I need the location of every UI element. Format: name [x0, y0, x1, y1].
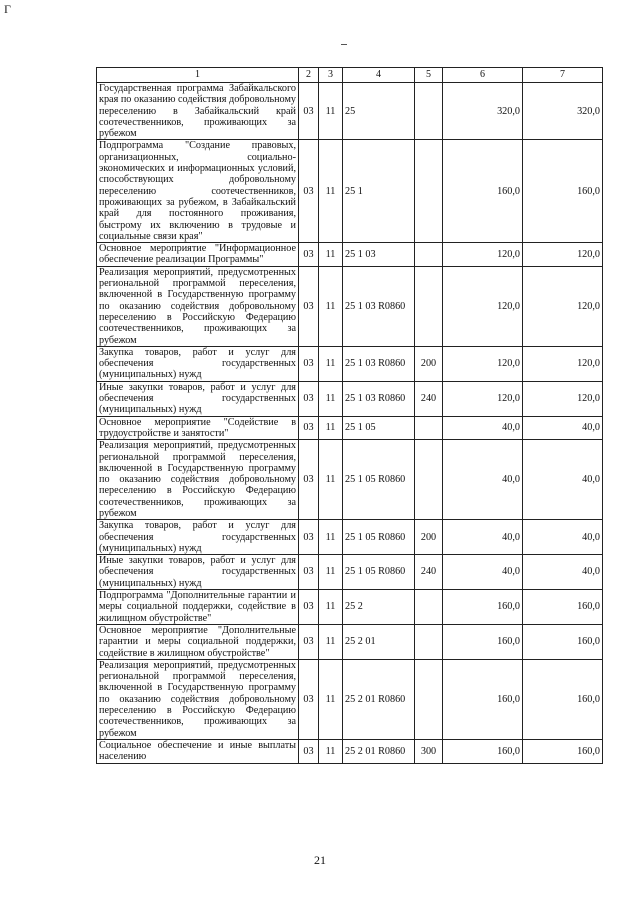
section-cell: 03 [299, 555, 319, 590]
table-row [97, 659, 603, 739]
table-header-row [97, 68, 603, 83]
section-cell: 03 [299, 346, 319, 381]
subsection-cell: 11 [319, 243, 343, 267]
expense-type-cell [415, 590, 443, 625]
target-article-cell: 25 [343, 83, 415, 140]
expense-type-cell [415, 83, 443, 140]
amount-cell: 160,0 [443, 739, 523, 763]
subsection-cell: 11 [319, 520, 343, 555]
row-name-cell: Основное мероприятие "Дополнительные гарантии и меры социальной поддержки, содействие в жилищном обустройстве" [97, 624, 299, 659]
column-header: 7 [523, 68, 603, 83]
amount-cell: 40,0 [443, 555, 523, 590]
row-name-cell: Закупка товаров, работ и услуг для обеспечения государственных (муниципальных) нужд [97, 520, 299, 555]
expense-type-cell [415, 243, 443, 267]
amount-cell: 160,0 [523, 590, 603, 625]
amount-cell: 120,0 [443, 266, 523, 346]
section-cell: 03 [299, 624, 319, 659]
expense-type-cell [415, 266, 443, 346]
amount-cell: 160,0 [523, 659, 603, 739]
row-name-cell: Иные закупки товаров, работ и услуг для обеспечения государственных (муниципальных) нужд [97, 555, 299, 590]
row-name-cell: Подпрограмма "Создание правовых, организационных, социально-экономических и информационных условий, способствующих добровольному переселению соотечественников, проживающих за рубежом, в Забайкальский край для постоянного проживания, быстрому их включению в трудовые и социальные связи края" [97, 140, 299, 243]
table-row [97, 83, 603, 140]
amount-cell: 40,0 [443, 440, 523, 520]
subsection-cell: 11 [319, 440, 343, 520]
expense-type-cell: 240 [415, 381, 443, 416]
section-cell: 03 [299, 440, 319, 520]
amount-cell: 160,0 [523, 140, 603, 243]
target-article-cell: 25 1 03 [343, 243, 415, 267]
table-row [97, 243, 603, 267]
column-header: 2 [299, 68, 319, 83]
amount-cell: 160,0 [523, 624, 603, 659]
budget-table [96, 67, 603, 764]
subsection-cell: 11 [319, 140, 343, 243]
section-cell: 03 [299, 590, 319, 625]
column-header: 5 [415, 68, 443, 83]
table-row [97, 140, 603, 243]
section-cell: 03 [299, 520, 319, 555]
column-header: 4 [343, 68, 415, 83]
section-cell: 03 [299, 416, 319, 440]
expense-type-cell: 300 [415, 739, 443, 763]
row-name-cell: Основное мероприятие "Содействие в трудоустройстве и занятости" [97, 416, 299, 440]
amount-cell: 120,0 [523, 346, 603, 381]
target-article-cell: 25 1 05 R0860 [343, 520, 415, 555]
target-article-cell: 25 1 03 R0860 [343, 266, 415, 346]
amount-cell: 320,0 [523, 83, 603, 140]
amount-cell: 120,0 [443, 346, 523, 381]
target-article-cell: 25 1 05 [343, 416, 415, 440]
table-row [97, 624, 603, 659]
section-cell: 03 [299, 266, 319, 346]
subsection-cell: 11 [319, 590, 343, 625]
subsection-cell: 11 [319, 381, 343, 416]
expense-type-cell: 200 [415, 346, 443, 381]
target-article-cell: 25 2 [343, 590, 415, 625]
row-name-cell: Реализация мероприятий, предусмотренных региональной программой переселения, включенной в Государственную программу по оказанию содействия добровольному переселению в Российскую Федерацию соотечественников, проживающих за рубежом [97, 440, 299, 520]
amount-cell: 120,0 [443, 243, 523, 267]
table-row [97, 440, 603, 520]
subsection-cell: 11 [319, 624, 343, 659]
target-article-cell: 25 1 05 R0860 [343, 555, 415, 590]
expense-type-cell [415, 140, 443, 243]
amount-cell: 120,0 [523, 266, 603, 346]
section-cell: 03 [299, 381, 319, 416]
table-row [97, 416, 603, 440]
amount-cell: 40,0 [523, 440, 603, 520]
subsection-cell: 11 [319, 739, 343, 763]
expense-type-cell [415, 440, 443, 520]
table-row [97, 555, 603, 590]
section-cell: 03 [299, 83, 319, 140]
table-row [97, 590, 603, 625]
expense-type-cell [415, 416, 443, 440]
row-name-cell: Реализация мероприятий, предусмотренных региональной программой переселения, включенной в Государственную программу по оказанию содействия добровольному переселению в Российскую Федерацию соотечественников, проживающих за рубежом [97, 266, 299, 346]
amount-cell: 160,0 [523, 739, 603, 763]
row-name-cell: Реализация мероприятий, предусмотренных региональной программой переселения, включенной в Государственную программу по оказанию содействия добровольному переселению в Российскую Федерацию соотечественников, проживающих за рубежом [97, 659, 299, 739]
table-row [97, 520, 603, 555]
row-name-cell: Основное мероприятие "Информационное обеспечение реализации Программы" [97, 243, 299, 267]
section-cell: 03 [299, 739, 319, 763]
subsection-cell: 11 [319, 266, 343, 346]
amount-cell: 40,0 [443, 520, 523, 555]
amount-cell: 160,0 [443, 590, 523, 625]
corner-mark: Г [4, 2, 11, 16]
row-name-cell: Государственная программа Забайкальского края по оказанию содействия добровольному переселению в Забайкальский край соотечественников, проживающих за рубежом [97, 83, 299, 140]
amount-cell: 40,0 [443, 416, 523, 440]
amount-cell: 320,0 [443, 83, 523, 140]
amount-cell: 40,0 [523, 520, 603, 555]
page-number: 21 [314, 853, 326, 867]
amount-cell: 120,0 [523, 243, 603, 267]
amount-cell: 160,0 [443, 659, 523, 739]
row-name-cell: Социальное обеспечение и иные выплаты населению [97, 739, 299, 763]
target-article-cell: 25 2 01 R0860 [343, 739, 415, 763]
column-header: 3 [319, 68, 343, 83]
table-row [97, 381, 603, 416]
amount-cell: 160,0 [443, 624, 523, 659]
target-article-cell: 25 1 03 R0860 [343, 346, 415, 381]
table-row [97, 266, 603, 346]
section-cell: 03 [299, 243, 319, 267]
subsection-cell: 11 [319, 555, 343, 590]
target-article-cell: 25 1 05 R0860 [343, 440, 415, 520]
amount-cell: 120,0 [443, 381, 523, 416]
target-article-cell: 25 1 03 R0860 [343, 381, 415, 416]
subsection-cell: 11 [319, 346, 343, 381]
subsection-cell: 11 [319, 416, 343, 440]
row-name-cell: Иные закупки товаров, работ и услуг для обеспечения государственных (муниципальных) нужд [97, 381, 299, 416]
subsection-cell: 11 [319, 83, 343, 140]
expense-type-cell: 200 [415, 520, 443, 555]
column-header: 6 [443, 68, 523, 83]
target-article-cell: 25 2 01 R0860 [343, 659, 415, 739]
row-name-cell: Подпрограмма "Дополнительные гарантии и меры социальной поддержки, содействие в жилищном обустройстве" [97, 590, 299, 625]
amount-cell: 120,0 [523, 381, 603, 416]
column-header: 1 [97, 68, 299, 83]
top-dash [341, 44, 347, 45]
amount-cell: 40,0 [523, 555, 603, 590]
table-row [97, 739, 603, 763]
expense-type-cell: 240 [415, 555, 443, 590]
target-article-cell: 25 2 01 [343, 624, 415, 659]
table-row [97, 346, 603, 381]
subsection-cell: 11 [319, 659, 343, 739]
expense-type-cell [415, 659, 443, 739]
target-article-cell: 25 1 [343, 140, 415, 243]
amount-cell: 160,0 [443, 140, 523, 243]
section-cell: 03 [299, 659, 319, 739]
section-cell: 03 [299, 140, 319, 243]
row-name-cell: Закупка товаров, работ и услуг для обеспечения государственных (муниципальных) нужд [97, 346, 299, 381]
amount-cell: 40,0 [523, 416, 603, 440]
expense-type-cell [415, 624, 443, 659]
